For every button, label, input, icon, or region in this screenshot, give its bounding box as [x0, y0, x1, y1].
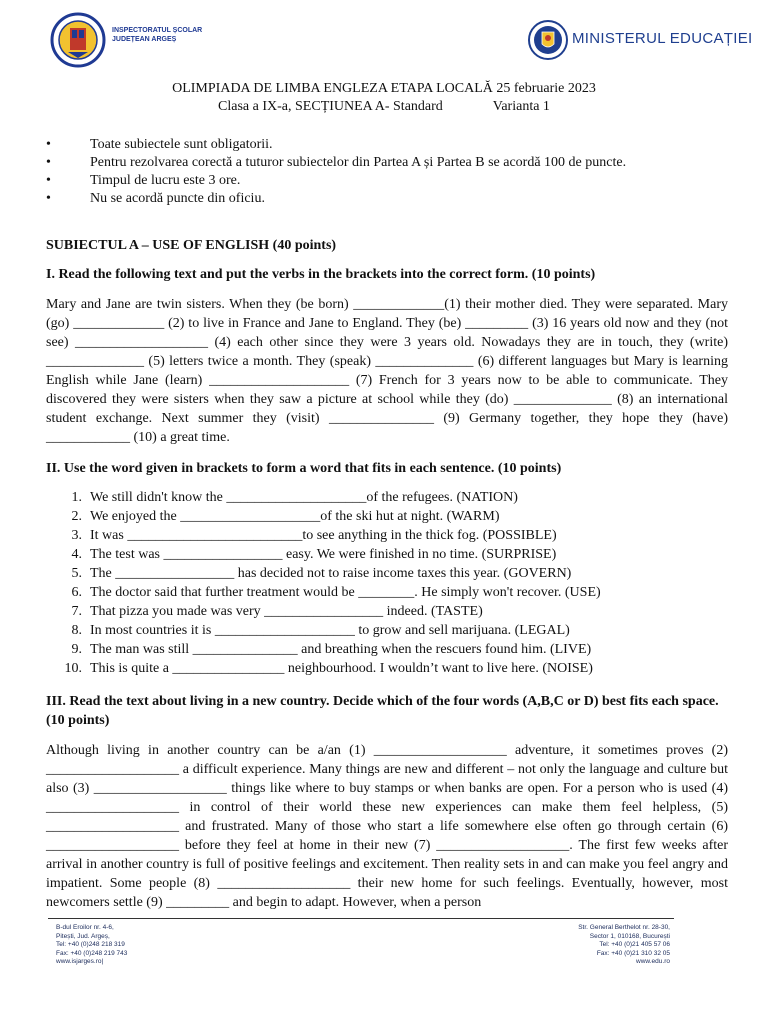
bullet-symbol: •: [46, 173, 51, 188]
address-line: www.edu.ro: [636, 958, 670, 965]
ministry-emblem: [528, 18, 568, 62]
page-header: [0, 8, 768, 72]
item-text: We enjoyed the ____________________of the ski hut at night. (WARM): [90, 509, 500, 524]
item-text: It was _________________________to see anything in the thick fog. (POSSIBLE): [90, 528, 557, 543]
item-number: 2.: [71, 509, 82, 524]
variant: Varianta 1: [492, 99, 550, 114]
list-item: [46, 583, 728, 602]
ministry-name: MINISTERUL EDUCAȚIEI: [572, 30, 753, 47]
instruction-text: Pentru rezolvarea corectă a tuturor subiectelor din Partea A și Partea B se acordă 100 de puncte.: [90, 155, 627, 170]
instruction-text: Nu se acordă puncte din oficiu.: [90, 191, 265, 206]
part3-text: Although living in another country can be a/an (1) ___________________ adventure, it sometimes proves (2) ___________________ a difficult experience. Many things are new and different – not only the language and culture but also (3) ___________________ things like where to buy stamps or when banks are open. For a person who is used (4) ___________________ in control of their world these new experiences can make them feel helpless, (5) ___________________ and frustrated. Many of those who start a life somewhere else often go through certain (6) ___________________ before they feel at home in their new (7) ___________________. The first few weeks after arrival in another country is full of positive feelings and excitement. Then reality sets in and can make you feel angry and impatient. Some people (8) ___________________ their new home for such feelings. Eventually, however, most newcomers settle (9) _________ and begin to adapt. However, when a person: [46, 743, 728, 910]
item-number: 9.: [71, 642, 82, 657]
instruction-item: [46, 172, 736, 190]
instructions-list: [46, 136, 736, 208]
list-item: [46, 621, 728, 640]
list-item: [46, 488, 728, 507]
item-number: 7.: [71, 604, 82, 619]
address-line: Fax: +40 (0)21 310 32 05: [596, 949, 670, 957]
list-item: [46, 564, 728, 583]
part1-heading: I. Read the following text and put the verbs in the brackets into the correct form. (10 points): [46, 267, 596, 282]
address-line: Tel: +40 (0)21 405 57 06: [599, 941, 670, 948]
address-line: www.isjarges.ro|: [56, 958, 104, 965]
item-text: This is quite a ________________ neighbourhood. I wouldn’t want to live here. (NOISE): [90, 661, 593, 676]
class-section: Clasa a IX-a, SECȚIUNEA A- Standard: [218, 99, 443, 114]
item-number: 4.: [71, 547, 82, 562]
item-number: 5.: [71, 566, 82, 581]
part1-text: Mary and Jane are twin sisters. When they (be born) _____________(1) their mother died. They were separated. Mary (go) _____________ (2) to live in France and Jane to England. They (be) _________ (3) 16 years old now and they (not see) ___________________ (4) each other since they were 3 years old. Nowadays they are in touch, they (write) ______________ (5) letters twice a month. They (speak) ______________ (6) different languages but Mary is learning English while Jane (learn) ____________________ (7) French for 3 years now to be able to communicate. They discovered they were sisters when they saw a picture at school while they (do) ______________ (8) an international student exchange. Next summer they (visit) _______________ (9) Germany together, they hope they (have) ____________ (10) a great time.: [46, 297, 728, 445]
address-line: Tel: +40 (0)248 218 319: [56, 941, 125, 948]
list-item: [46, 602, 728, 621]
address-line: Fax: +40 (0)248 219 743: [56, 949, 128, 957]
part2-heading: II. Use the word given in brackets to form a word that fits in each sentence. (10 points): [46, 461, 562, 476]
item-number: 10.: [64, 661, 82, 676]
item-text: In most countries it is ____________________ to grow and sell marijuana. (LEGAL): [90, 623, 570, 638]
item-text: The _________________ has decided not to raise income taxes this year. (GOVERN): [90, 566, 572, 581]
title-line-2: [0, 98, 768, 116]
instruction-text: Toate subiectele sunt obligatorii.: [90, 137, 273, 152]
bullet-symbol: •: [46, 155, 51, 170]
bullet-symbol: •: [46, 191, 51, 206]
bullet-symbol: •: [46, 137, 51, 152]
isj-arges-logo: [50, 12, 106, 68]
list-item: [46, 545, 728, 564]
list-item: [46, 640, 728, 659]
item-text: We still didn't know the ____________________of the refugees. (NATION): [90, 490, 518, 505]
item-text: The test was _________________ easy. We were finished in no time. (SURPRISE): [90, 547, 557, 562]
instruction-text: Timpul de lucru este 3 ore.: [90, 173, 241, 188]
title-line-1: OLIMPIADA DE LIMBA ENGLEZA ETAPA LOCALĂ 25 februarie 2023: [172, 81, 596, 96]
instruction-item: [46, 136, 736, 154]
list-item: [46, 659, 728, 678]
isj-line-2: JUDEȚEAN ARGEȘ: [112, 36, 177, 43]
instruction-item: [46, 154, 736, 172]
isj-address: [56, 924, 127, 967]
list-item: [46, 526, 728, 545]
item-number: 8.: [71, 623, 82, 638]
address-line: Sector 1, 010168, București: [589, 932, 670, 940]
item-text: That pizza you made was very _________________ indeed. (TASTE): [90, 604, 483, 619]
address-line: B-dul Eroilor nr. 4-6,: [56, 924, 114, 931]
subject-a-heading: SUBIECTUL A – USE OF ENGLISH (40 points): [46, 238, 337, 253]
item-number: 6.: [71, 585, 82, 600]
page-footer: [48, 918, 728, 965]
item-number: 3.: [71, 528, 82, 543]
item-text: The man was still _______________ and breathing when the rescuers found him. (LIVE): [90, 642, 592, 657]
address-line: Pitești, Jud. Argeș,: [56, 932, 110, 940]
item-number: 1.: [71, 490, 82, 505]
footer-divider: [48, 918, 674, 919]
part2-list: [46, 488, 728, 678]
instruction-item: [46, 190, 736, 208]
exam-title: [0, 80, 768, 116]
item-text: The doctor said that further treatment would be ________. He simply won't recover. (USE): [90, 585, 601, 600]
list-item: [46, 507, 728, 526]
ministry-address: [568, 924, 670, 967]
isj-name: [112, 26, 202, 44]
address-line: Str. General Berthelot nr. 28-30,: [578, 924, 670, 931]
part3-heading: III. Read the text about living in a new country. Decide which of the four words (A,B,C or D) best fits each space. (10 points): [46, 694, 719, 728]
isj-line-1: INSPECTORATUL ȘCOLAR: [112, 27, 203, 34]
